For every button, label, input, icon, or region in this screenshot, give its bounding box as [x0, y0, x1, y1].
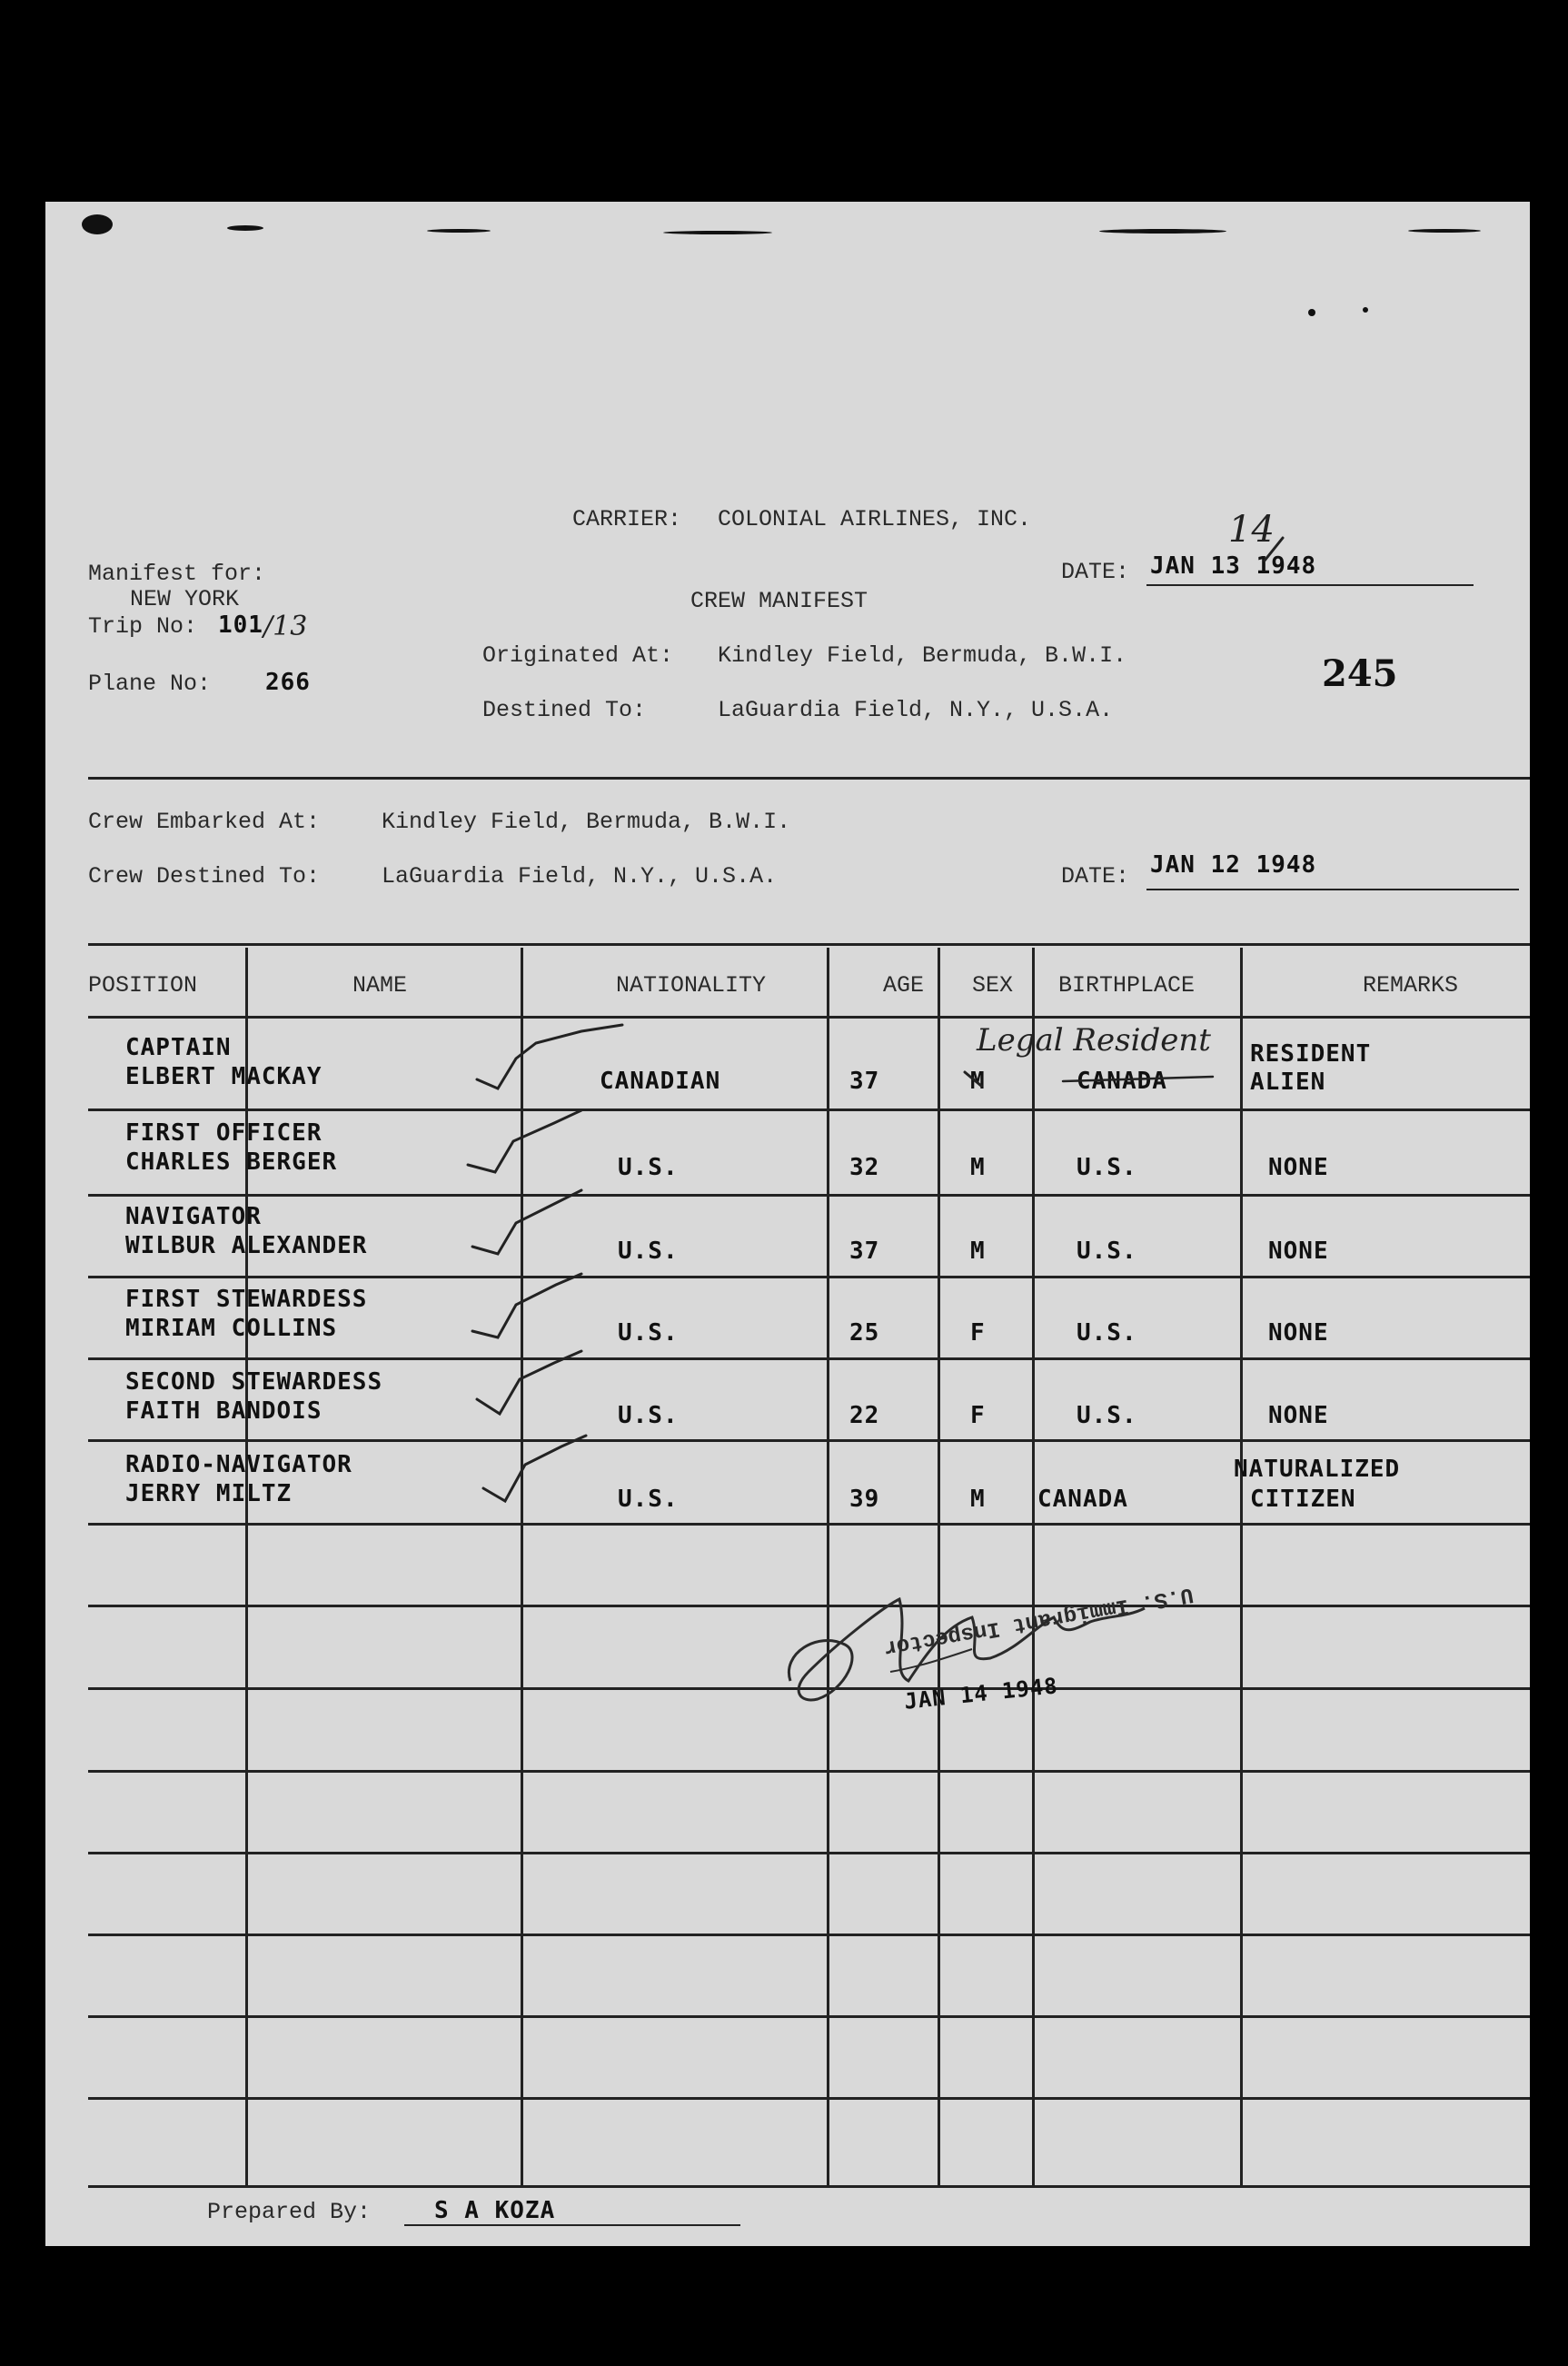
row3-birthplace: U.S.	[1077, 1238, 1137, 1265]
date-correction-mark	[1265, 538, 1283, 561]
row5-nationality: U.S.	[618, 1402, 679, 1429]
originated-label: Originated At:	[482, 642, 674, 669]
row6-name: JERRY MILTZ	[125, 1480, 293, 1507]
date-handwritten-correction: 14	[1228, 509, 1275, 551]
destined-label: Destined To:	[482, 697, 647, 723]
prepared-by-underline	[404, 2224, 740, 2226]
crew-destined-value: LaGuardia Field, N.Y., U.S.A.	[382, 863, 778, 890]
date-label: DATE:	[1061, 559, 1130, 585]
crew-embarked-label: Crew Embarked At:	[88, 809, 321, 835]
row5-sex: F	[970, 1402, 986, 1429]
carrier-value: COLONIAL AIRLINES, INC.	[718, 506, 1032, 532]
row5-age: 22	[849, 1402, 880, 1429]
document-number: 245	[1322, 652, 1398, 695]
row4-birthplace: U.S.	[1077, 1319, 1137, 1347]
check-mark-icon	[483, 1436, 586, 1501]
trip-handwritten: /13	[263, 611, 308, 642]
row6-sex: M	[970, 1486, 986, 1513]
row6-age: 39	[849, 1486, 880, 1513]
col-header-remarks: REMARKS	[1363, 972, 1459, 999]
check-mark-icon	[472, 1190, 581, 1254]
destined-value: LaGuardia Field, N.Y., U.S.A.	[718, 697, 1114, 723]
immigration-inspector-stamp	[763, 1545, 1236, 1754]
row4-age: 25	[849, 1319, 880, 1347]
row2-nationality: U.S.	[618, 1154, 679, 1181]
row5-remarks: NONE	[1268, 1402, 1329, 1429]
crew-date-label: DATE:	[1061, 863, 1130, 890]
row4-remarks: NONE	[1268, 1319, 1329, 1347]
row4-nationality: U.S.	[618, 1319, 679, 1347]
col-header-age: AGE	[883, 972, 925, 999]
row2-sex: M	[970, 1154, 986, 1181]
row3-remarks: NONE	[1268, 1238, 1329, 1265]
row4-position: FIRST STEWARDESS	[125, 1286, 368, 1313]
row1-handwritten-annotation: Legal Resident	[977, 1022, 1211, 1059]
row1-age: 37	[849, 1068, 880, 1095]
col-header-sex: SEX	[972, 972, 1014, 999]
manifest-title: CREW MANIFEST	[690, 588, 868, 614]
row2-birthplace: U.S.	[1077, 1154, 1137, 1181]
originated-value: Kindley Field, Bermuda, B.W.I.	[718, 642, 1127, 669]
row5-birthplace: U.S.	[1077, 1402, 1137, 1429]
stamp-title: U.S. Immigrant Inspector	[881, 1581, 1196, 1660]
col-header-name: NAME	[352, 972, 408, 999]
prepared-by-value: S A KOZA	[434, 2197, 556, 2224]
check-mark-icon	[472, 1274, 581, 1337]
manifest-for-value: NEW YORK	[130, 586, 240, 612]
row6-remarks-line2: CITIZEN	[1250, 1486, 1356, 1513]
trip-value: 101	[218, 611, 263, 639]
row2-name: CHARLES BERGER	[125, 1148, 338, 1176]
row1-birthplace: CANADA	[1077, 1068, 1167, 1095]
prepared-by-label: Prepared By:	[207, 2199, 372, 2225]
row2-remarks: NONE	[1268, 1154, 1329, 1181]
row1-sex: M	[970, 1068, 986, 1095]
row1-nationality: CANADIAN	[600, 1068, 721, 1095]
check-mark-icon	[477, 1351, 581, 1414]
stamp-date: JAN 14 1948	[903, 1673, 1059, 1715]
row5-position: SECOND STEWARDESS	[125, 1368, 383, 1396]
row6-birthplace: CANADA	[1037, 1486, 1128, 1513]
row3-name: WILBUR ALEXANDER	[125, 1232, 368, 1259]
crew-embarked-value: Kindley Field, Bermuda, B.W.I.	[382, 809, 791, 835]
check-mark-icon	[477, 1025, 622, 1089]
strikethrough-mark	[1063, 1077, 1213, 1081]
row1-name: ELBERT MACKAY	[125, 1063, 323, 1090]
crew-destined-label: Crew Destined To:	[88, 863, 321, 890]
crew-date-value: JAN 12 1948	[1150, 851, 1317, 879]
col-header-position: POSITION	[88, 972, 198, 999]
inspector-signature-icon	[763, 1545, 1236, 1754]
row3-position: NAVIGATOR	[125, 1203, 262, 1230]
col-header-birthplace: BIRTHPLACE	[1058, 972, 1196, 999]
trip-label: Trip No:	[88, 613, 198, 640]
row6-remarks-line1: NATURALIZED	[1234, 1456, 1401, 1483]
row2-position: FIRST OFFICER	[125, 1119, 323, 1147]
col-header-nationality: NATIONALITY	[616, 972, 767, 999]
row1-remarks-line2: ALIEN	[1250, 1069, 1326, 1096]
row6-nationality: U.S.	[618, 1486, 679, 1513]
strikethrough-mark	[965, 1072, 981, 1086]
row1-position: CAPTAIN	[125, 1034, 232, 1061]
date-value: JAN 13 1948	[1150, 552, 1317, 580]
row4-sex: F	[970, 1319, 986, 1347]
manifest-for-label: Manifest for:	[88, 561, 266, 587]
row3-age: 37	[849, 1238, 880, 1265]
plane-label: Plane No:	[88, 671, 212, 697]
row6-position: RADIO-NAVIGATOR	[125, 1451, 352, 1478]
row2-age: 32	[849, 1154, 880, 1181]
row1-remarks-line1: RESIDENT	[1250, 1040, 1372, 1068]
check-mark-icon	[468, 1110, 581, 1172]
row5-name: FAITH BANDOIS	[125, 1397, 323, 1425]
row3-sex: M	[970, 1238, 986, 1265]
row3-nationality: U.S.	[618, 1238, 679, 1265]
plane-value: 266	[265, 669, 311, 696]
carrier-label: CARRIER:	[572, 506, 682, 532]
row4-name: MIRIAM COLLINS	[125, 1315, 338, 1342]
